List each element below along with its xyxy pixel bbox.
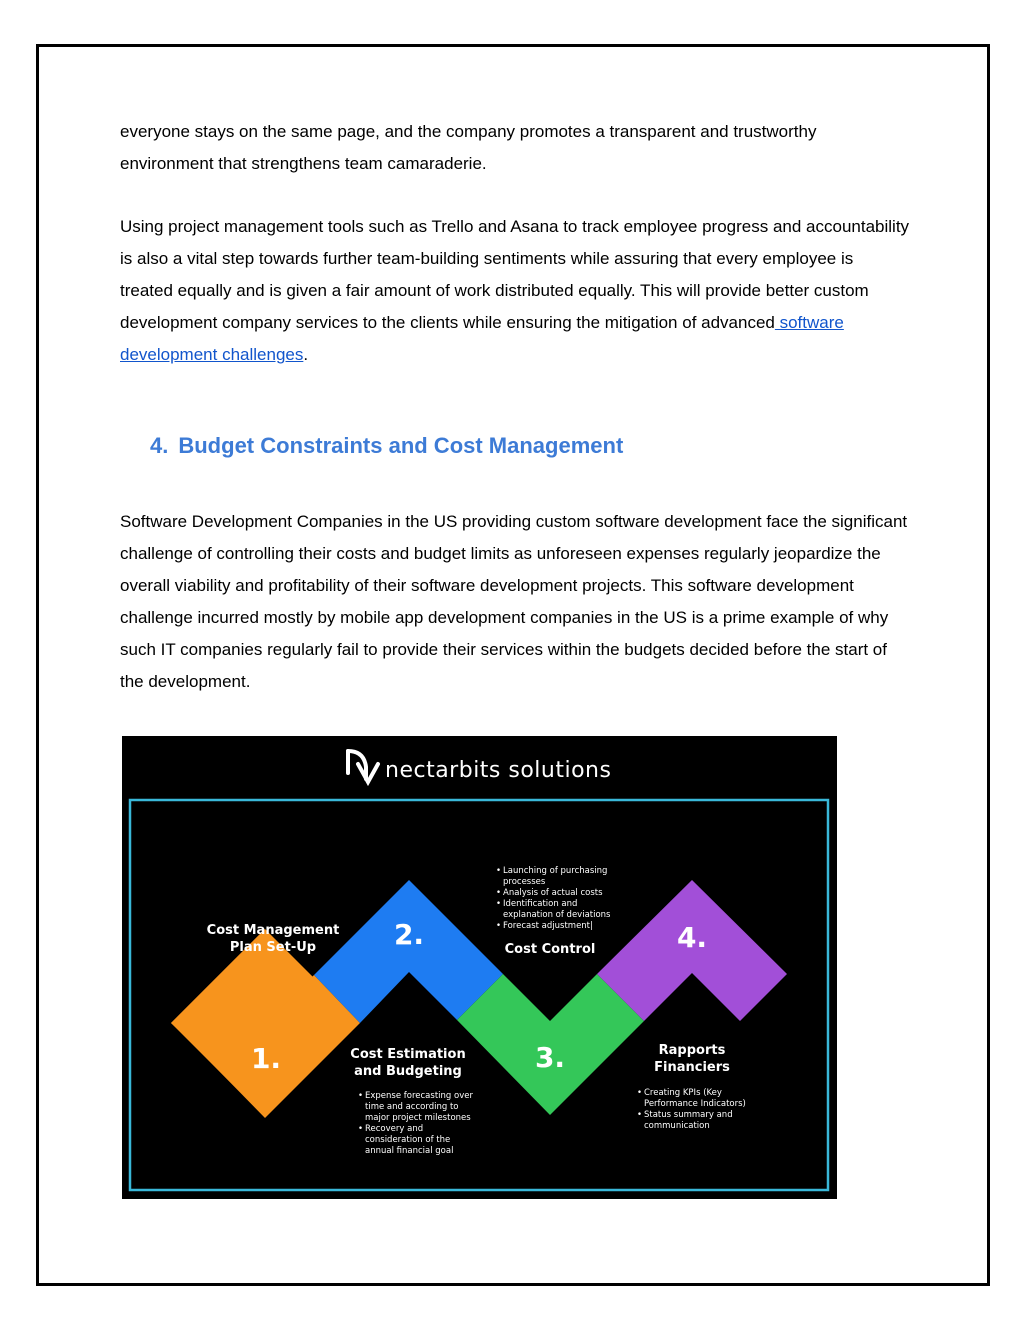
bullet-dot: • [637, 1088, 643, 1098]
paragraph-text: Using project management tools such as Trello and Asana to track employee progress and accountability is also a vital step towards further team-building sentiments while assuring that every employee is treated equally and is given a fair amount of work distributed equally. This will provide better custom development company services to the clients while ensuring the mitigation of advanced [120, 217, 910, 332]
step-3-bullet-3-line2: explanation of deviations [503, 910, 611, 920]
step-3-bullet-2: Analysis of actual costs [503, 888, 603, 898]
step-3-bullet-3-line1: Identification and [503, 899, 578, 909]
step-2-bullet-2-line1: Recovery and [365, 1124, 424, 1134]
step-1-title-line1: Cost Management [206, 923, 340, 938]
logo-text: nectarbits solutions [385, 758, 612, 783]
bullet-dot: • [358, 1124, 364, 1134]
step-4-bullet-2-line2: communication [644, 1121, 710, 1131]
step-3-bullet-1-line1: Launching of purchasing [503, 866, 608, 876]
step-4-bullet-1-line2: Performance Indicators) [644, 1099, 746, 1109]
step-2-bullet-2-line3: annual financial goal [365, 1146, 454, 1156]
step-2-bullet-2-line2: consideration of the [365, 1135, 451, 1145]
bullet-dot: • [496, 866, 502, 876]
step-4-number: 4. [676, 921, 708, 954]
paragraph-end: . [303, 345, 309, 364]
section-title: Budget Constraints and Cost Management [178, 433, 624, 458]
step-4-title-line1: Rapports [658, 1043, 726, 1058]
paragraph-budget-constraints: Software Development Companies in the US providing custom software development face the significant challenge of controlling their costs and budget limits as unforeseen expenses regularly jeopardize the overall viability and profitability of their software development projects. This software development challenge incurred mostly by mobile app development companies in the US is a prime example of why such IT companies regularly fail to provide their services within the budgets decided before the start of the development. [120, 512, 908, 691]
step-2-title-line2: and Budgeting [354, 1064, 462, 1079]
bullet-dot: • [358, 1091, 364, 1101]
bullet-dot: • [496, 921, 502, 931]
step-3-bullet-1-line2: processes [503, 877, 546, 887]
step-1-number: 1. [250, 1042, 282, 1075]
step-1-title-line2: Plan Set-Up [229, 940, 317, 955]
bullet-dot: • [637, 1110, 643, 1120]
step-4-bullet-2-line1: Status summary and [644, 1110, 733, 1120]
paragraph-project-management-tools [120, 211, 910, 371]
cost-management-infographic [122, 736, 837, 1199]
step-2-bullet-1-line3: major project milestones [365, 1113, 471, 1123]
step-3-number: 3. [534, 1041, 566, 1074]
step-2-title-line1: Cost Estimation [350, 1047, 466, 1062]
step-2-bullet-1-line2: time and according to [365, 1102, 459, 1112]
step-2-bullet-1-line1: Expense forecasting over [365, 1091, 473, 1101]
bullet-dot: • [496, 899, 502, 909]
step-3-bullet-4: Forecast adjustment| [503, 921, 593, 931]
paragraph-team-camaraderie: everyone stays on the same page, and the company promotes a transparent and trustworthy environment that strengthens team camaraderie. [120, 122, 817, 173]
software-development-challenges-link[interactable]: software development challenges [120, 313, 844, 364]
step-2-number: 2. [393, 918, 425, 951]
step-4-bullet-1-line1: Creating KPIs (Key [644, 1088, 722, 1098]
step-3-title: Cost Control [504, 942, 596, 957]
section-number: 4. [150, 433, 169, 458]
bullet-dot: • [496, 888, 502, 898]
section-heading [150, 430, 623, 462]
step-4-title-line2: Financiers [654, 1060, 730, 1075]
